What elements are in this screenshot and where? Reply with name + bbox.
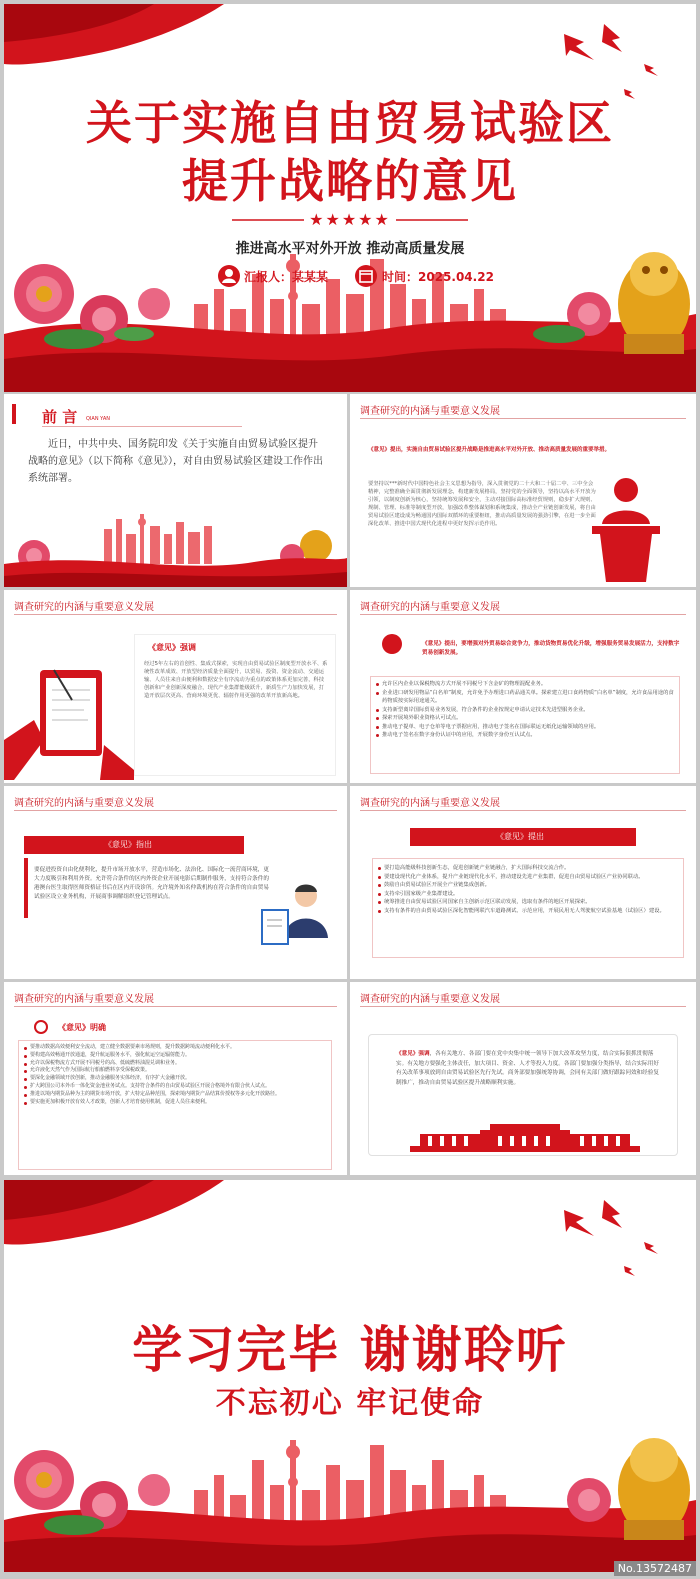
- clarify-title: 《意见》明确: [58, 1023, 106, 1032]
- cover-stars: ★★★★★: [309, 210, 391, 229]
- header-divider: [360, 1006, 686, 1007]
- speaker-podium-icon: [586, 474, 686, 584]
- list-item: 推动电子签名在数字身份认证中的应用，开展数字身份互认试点。: [376, 731, 674, 740]
- list-item: 要实施更加积极开放有效人才政策，创新人才培育使用机制，促进人员往来便利。: [24, 1099, 326, 1107]
- closing-subtitle: 不忘初心 牢记使命: [215, 1386, 485, 1421]
- list-item: 允许区内企业以保税物流方式开展不同税号下含金矿的物理混配业务。: [376, 680, 674, 689]
- header-sub: 发展: [134, 798, 154, 809]
- reporter-label: 汇报人：某某某: [244, 270, 329, 284]
- preface-underline: [42, 426, 242, 427]
- propose-title: 《意见》提出: [496, 832, 544, 841]
- header-sub: 发展: [134, 994, 154, 1005]
- list-item: 要推动数据高效便利安全流动，建立健全数据要素市场规则，提升数据跨境流动便利化水平。: [24, 1044, 326, 1052]
- list-item: 允许以保税物流方式开展不同税号的高、低硫燃料油混兑调和业务。: [24, 1060, 326, 1068]
- header-sub: 发展: [134, 602, 154, 613]
- image-id-watermark: No.13572487: [614, 1561, 696, 1576]
- content-slide-3: [350, 394, 696, 587]
- content-slide-9: [350, 982, 696, 1175]
- list-item: 支持牵引国家级产业集群建设。: [378, 890, 678, 899]
- preface-title: 前 言: [42, 408, 78, 426]
- header-sub: 发展: [480, 602, 500, 613]
- list-item: 企业进口研发用物品“白名单”制度，允许免予办理进口药品通关单。探索建立进口食药物质“白名单”制度，允许食品用途的食药物质按实际用途通关。: [376, 689, 674, 706]
- header-title: 调查研究的内涵与重要意义: [360, 602, 480, 613]
- preface-bar: [12, 404, 16, 424]
- list-item: 要深化金融领域开放创新，推动金融服务实体经济，有序扩大金融开放。: [24, 1075, 326, 1083]
- preface-title-en: QIAN YAN: [86, 416, 110, 422]
- slide-header: [360, 794, 500, 809]
- header-divider: [360, 810, 686, 811]
- bullet-list: [378, 864, 678, 915]
- preface-text: 近日，中共中央、国务院印发《关于实施自由贸易试验区提升战略的意见》（以下简称《意见》），对自由贸易试验区建设工作作出系统部署。: [28, 439, 323, 484]
- emphasis-box: [134, 634, 336, 776]
- list-item: 要打造高能级科技创新生态，促进创新链产业链融合，扩大国际科技交流合作。: [378, 864, 678, 873]
- pointout-title: 《意见》指出: [104, 840, 152, 849]
- header-title: 调查研究的内涵与重要意义: [14, 994, 134, 1005]
- slide3-text: 要坚持以***新时代中国特色社会主义思想为指导，深入贯彻党的二十大和二十届二中、三中全会精神，完整准确全面贯彻新发展理念，构建新发展格局，坚持党的全面领导，坚持以高水平开放为引领，以制度创新为核心，坚持统筹发展和安全，主动对接国际高标准经贸规则，稳步扩大规则、规制、管理、标准等制度型开放，加强改革整体谋划和系统集成，推动全产业链创新发展，将自由贸易试验区建设成为畅通国内国际双循环的重要枢纽，推动高质量发展的强劲引擎，在进一步全面深化改革、推进中国式现代化进程中更好发挥示范作用。: [368, 481, 596, 527]
- slide-header: [14, 990, 154, 1005]
- emphasis-title: 《意见》强调: [148, 643, 196, 652]
- cover-slide: [4, 4, 696, 392]
- pointout-left-bar: [24, 858, 28, 918]
- bullet-list: [24, 1044, 326, 1106]
- clock-icon: [34, 1020, 48, 1034]
- header-divider: [360, 614, 686, 615]
- header-title: 调查研究的内涵与重要意义: [14, 798, 134, 809]
- speaker-icon: [382, 634, 402, 654]
- slide-header: [360, 402, 500, 417]
- summary-text: 《意见》强调，各有关地方、各部门要在党中央集中统一领导下加大改革攻坚力度，结合实际狠抓贯彻落实。有关地方要强化主体责任，加大项目、资金、人才等投入力度。各部门要加强分类指导，结合实际用好有关改革事项放到自由贸易试验区先行先试。商务部要加强统筹协调，会同有关部门做好跟踪问效和经验复制推广，推动自由贸易试验区提升战略顺利实施。: [396, 1051, 659, 1086]
- slide3-lead: 《意见》提出，实施自由贸易试验区提升战略是推进高水平对外开放、推动高质量发展的重要举措。: [368, 447, 611, 453]
- list-item: 扩大跨国公司本外币一体化资金池业务试点。支持符合条件的自由贸易试验区开展合格境外有限合伙人试点。: [24, 1083, 326, 1091]
- list-item: 要构建高效畅通开放通道，提升航运服务水平，强化航运空运辐射能力。: [24, 1052, 326, 1060]
- preface-slide: [4, 394, 347, 587]
- list-item: 推动电子提单、电子仓单等电子票据应用，推动电子签名在国际联运无纸化运输领域的应用。: [376, 723, 674, 732]
- list-item: 探索开展境外职业资格认可试点。: [376, 714, 674, 723]
- slide-header: [360, 598, 500, 613]
- reporter-icon: [218, 265, 240, 287]
- list-item: 鼓励自由贸易试验区开展全产业链集成创新。: [378, 881, 678, 890]
- pointout-text: 要促进投资自由化便利化，提升市场开放水平，营造市场化、法治化、国际化一流营商环境，更大力度吸引和利用外资。允许符合条件的区内外资企业开展电影后期制作服务，支持符合条件的港澳台医生取得医师资格证书后在区内开设诊所。允许境外知名仲裁机构在符合条件的自由贸易试验区设立业务机构，开展商事调解组织登记管理试点。: [34, 867, 269, 900]
- great-hall-silhouette: [410, 1122, 640, 1154]
- time-label: 时间：2025.04.22: [382, 270, 494, 284]
- document-signing-illustration: [4, 650, 134, 780]
- content-slide-7: [350, 786, 696, 979]
- slide-header: [14, 794, 154, 809]
- list-item: 统筹推进自由贸易试验区同国家自主创新示范区联动发展，选取有条件的地区开展探索。: [378, 898, 678, 907]
- header-sub: 发展: [480, 994, 500, 1005]
- header-title: 调查研究的内涵与重要意义: [14, 602, 134, 613]
- businessman-illustration: [258, 878, 338, 968]
- content-slide-8: [4, 982, 347, 1175]
- list-item: 要建设现代化产业体系，提升产业链现代化水平，推动建设先进产业集群，促进自由贸易试验区产业协同联动。: [378, 873, 678, 882]
- calendar-icon: [355, 265, 377, 287]
- list-item: 支持有条件的自由贸易试验区深化智能网联汽车道路测试、示范应用，开展民用无人驾驶航空试验基地（试验区）建设。: [378, 907, 678, 916]
- bullet-list: [376, 680, 674, 740]
- list-item: 推进以境内期货品种为主的期货市场开放，扩大特定品种范围，探索境内期货产品结算价授权等多元化开放路径。: [24, 1091, 326, 1099]
- header-title: 调查研究的内涵与重要意义: [360, 798, 480, 809]
- closing-slide: [4, 1180, 696, 1572]
- header-title: 调查研究的内涵与重要意义: [360, 406, 480, 417]
- header-divider: [14, 614, 337, 615]
- header-sub: 发展: [480, 406, 500, 417]
- header-title: 调查研究的内涵与重要意义: [360, 994, 480, 1005]
- header-divider: [14, 1006, 337, 1007]
- emphasis-text: 经过5年左右的首创性、集成式探索，实现自由贸易试验区制度型开放水平、系统性改革成效、开放型经济质量全面提升，以贸易、投资、资金流动、交通运输、人员往来自由便利和数据安全有序流动为重点的政策体系更加完善，科技创新和产业创新深度融合，现代产业集群能级跃升，新质生产力加快发展，打造开放层次更高、营商环境更优、辐射作用更强的改革开放新高地。: [144, 661, 328, 699]
- content-slide-5: [350, 590, 696, 783]
- content-slide-6: [4, 786, 347, 979]
- cover-title-line2: 提升战略的意见: [182, 154, 518, 208]
- preface-skyline-art: [4, 504, 347, 587]
- header-divider: [14, 810, 337, 811]
- list-item: 允许液化天然气作为国际航行船舶燃料享受保税政策。: [24, 1067, 326, 1075]
- cover-title-line1: 关于实施自由贸易试验区: [86, 96, 614, 150]
- content-slide-4: [4, 590, 347, 783]
- cover-subtitle: 推进高水平对外开放 推动高质量发展: [235, 241, 465, 257]
- closing-title: 学习完毕 谢谢聆听: [132, 1320, 568, 1379]
- slide5-lead: 《意见》提出，要增强对外贸易综合竞争力，推动货物贸易优化升级，增强服务贸易发展活力，支持数字贸易创新发展。: [422, 641, 680, 656]
- header-sub: 发展: [480, 798, 500, 809]
- header-divider: [360, 418, 686, 419]
- list-item: 支持新型离岸国际贸易业务发展，符合条件的企业按规定申请认定技术先进型服务企业。: [376, 706, 674, 715]
- slide-header: [14, 598, 154, 613]
- slide-header: [360, 990, 500, 1005]
